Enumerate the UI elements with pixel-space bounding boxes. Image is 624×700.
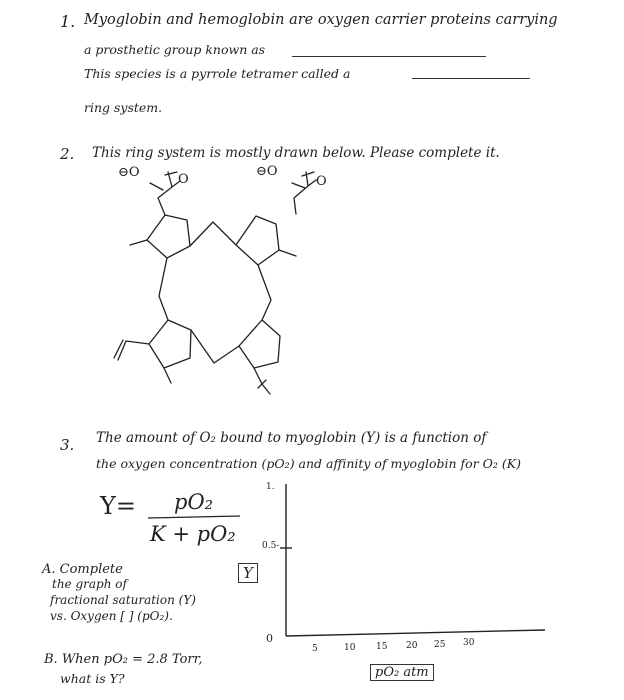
- part-a: [42, 562, 196, 623]
- carboxylate-left-o: O: [178, 172, 189, 187]
- graph-axes: [280, 484, 545, 636]
- x-tick-25: 25: [434, 640, 446, 650]
- part-b-line: what is Y?: [60, 671, 125, 686]
- equation-fraction-bar: [148, 516, 240, 518]
- x-tick-15: 15: [376, 642, 388, 652]
- left-propionate-chain: [150, 172, 180, 215]
- x-tick-10: 10: [344, 643, 356, 653]
- pyrrole-top-right: [236, 216, 279, 265]
- q1-line1: Myoglobin and hemoglobin are oxygen carrier proteins carrying: [84, 12, 558, 28]
- q1-line2: a prosthetic group known as: [84, 42, 266, 57]
- q2-text: This ring system is mostly drawn below. Please complete it.: [92, 145, 500, 161]
- equation-denominator: K + pO₂: [150, 522, 236, 546]
- x-tick-20: 20: [406, 641, 418, 651]
- carboxylate-right-o: O: [316, 174, 327, 189]
- q1-line3: This species is a pyrrole tetramer called a: [84, 66, 351, 81]
- y-tick-1: 1.: [266, 482, 275, 492]
- equation-lhs: Y=: [100, 492, 136, 520]
- pyrrole-bottom-left: [149, 320, 191, 368]
- part-a-line: the graph of: [52, 577, 127, 591]
- y-tick-0: 0: [266, 632, 273, 645]
- q3-line2: the oxygen concentration (pO₂) and affinity of myoglobin for O₂ (K): [96, 456, 521, 471]
- q3-number: 3.: [60, 436, 75, 454]
- part-b: [44, 652, 203, 686]
- x-tick-30: 30: [463, 638, 475, 648]
- part-b-line: B. When pO₂ = 2.8 Torr,: [44, 652, 203, 667]
- pyrrole-bottom-right: [239, 320, 280, 368]
- equation-numerator: pO₂: [174, 490, 214, 514]
- q1-number: 1.: [60, 12, 76, 31]
- y-axis-label: Y: [238, 563, 258, 583]
- x-axis: [286, 630, 545, 636]
- q1-line4: ring system.: [84, 100, 163, 115]
- porphyrin-ring-drawing: [114, 172, 316, 394]
- y-tick-0-5: 0.5-: [262, 541, 280, 551]
- carboxylate-right-o-minus: ⊖O: [256, 164, 278, 179]
- part-a-line: A. Complete: [42, 562, 123, 577]
- part-a-line: vs. Oxygen [ ] (pO₂).: [50, 609, 173, 623]
- x-tick-5: 5: [312, 644, 318, 654]
- pyrrole-top-left: [147, 215, 190, 258]
- part-a-line: fractional saturation (Y): [50, 593, 196, 607]
- right-propionate-chain: [292, 172, 316, 214]
- x-axis-label: pO₂ atm: [370, 664, 434, 681]
- q2-number: 2.: [60, 145, 75, 163]
- carboxylate-left-o-minus: ⊖O: [118, 165, 140, 180]
- q3-line1: The amount of O₂ bound to myoglobin (Y) is a function of: [96, 430, 487, 446]
